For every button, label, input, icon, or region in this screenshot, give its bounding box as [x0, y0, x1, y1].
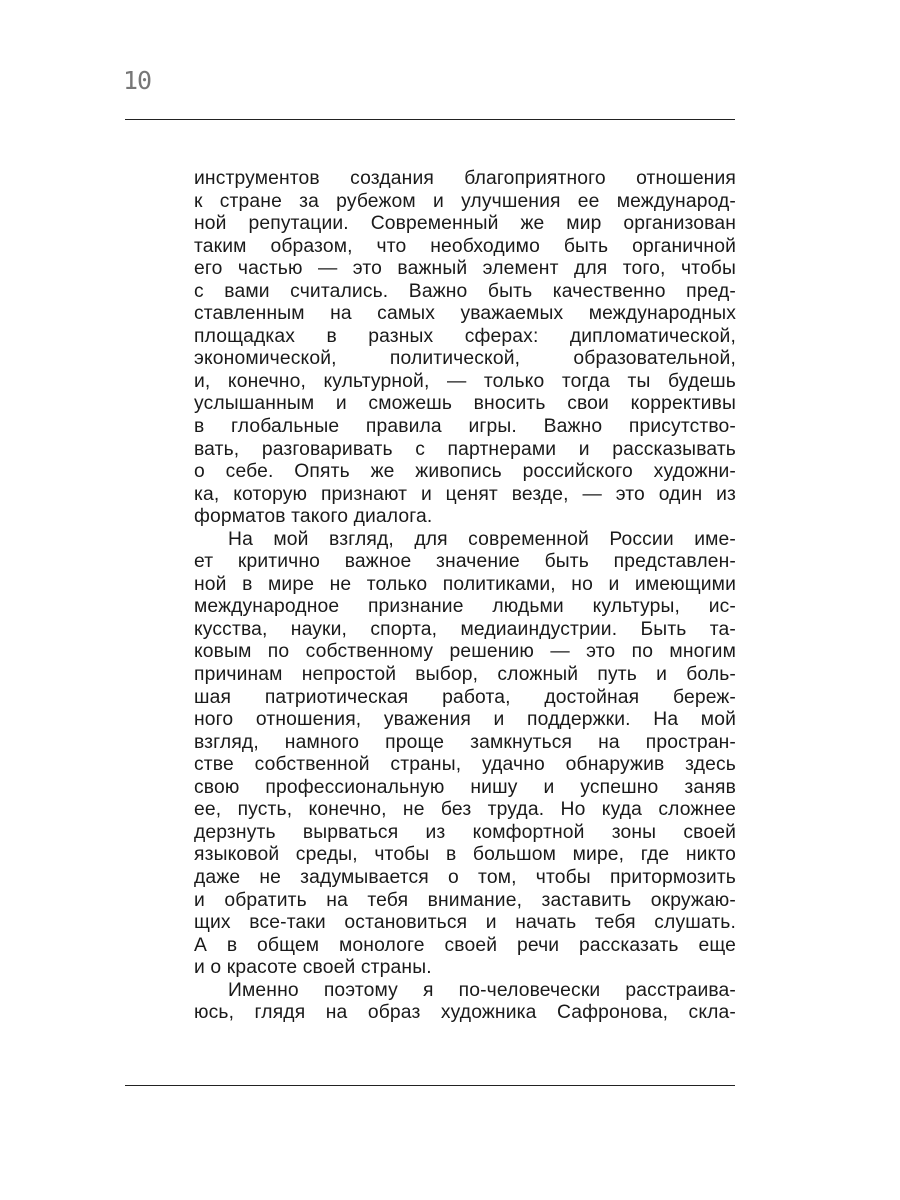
text-line: дерзнуть вырваться из комфортной зоны своей — [194, 821, 736, 843]
text-line: инструментов создания благоприятного отношения — [194, 168, 736, 189]
header-rule — [125, 119, 735, 120]
text-line: языковой среды, чтобы в большом мире, где никто — [194, 844, 736, 866]
text-line: экономической, политической, образовательной, — [194, 348, 736, 370]
text-line: услышанным и сможешь вносить свои коррективы — [194, 393, 736, 415]
text-line: А в общем монологе своей речи рассказать еще — [194, 934, 736, 956]
text-line: к стране за рубежом и улучшения ее международ- — [194, 190, 736, 212]
text-line: и обратить на тебя внимание, заставить окружаю- — [194, 889, 736, 911]
text-line: свою профессиональную нишу и успешно заняв — [194, 776, 736, 798]
body-text — [194, 168, 736, 1025]
text-line: форматов такого диалога. — [194, 506, 433, 528]
text-line: международное признание людьми культуры, ис- — [194, 596, 736, 618]
page-number: 10 — [123, 66, 152, 95]
text-line: юсь, глядя на образ художника Сафронова, скла- — [194, 1002, 736, 1024]
text-line: и о красоте своей страны. — [194, 957, 432, 979]
footer-rule — [125, 1085, 735, 1086]
text-line: ковым по собственному решению — это по многим — [194, 641, 736, 663]
text-line: ее, пусть, конечно, не без труда. Но куда сложнее — [194, 799, 736, 821]
text-line: и, конечно, культурной, — только тогда ты будешь — [194, 370, 736, 392]
text-line: в глобальные правила игры. Важно присутство- — [194, 416, 736, 438]
text-line: ной в мире не только политиками, но и имеющими — [194, 573, 736, 595]
text-line: ной репутации. Современный же мир организован — [194, 213, 736, 235]
text-line: вать, разговаривать с партнерами и рассказывать — [194, 438, 736, 460]
text-line: о себе. Опять же живопись российского художни- — [194, 461, 736, 483]
text-line: стве собственной страны, удачно обнаружив здесь — [194, 754, 736, 776]
text-line: даже не задумывается о том, чтобы притормозить — [194, 866, 736, 888]
text-line: с вами считались. Важно быть качественно пред- — [194, 280, 736, 302]
text-line: его частью — это важный элемент для того, чтобы — [194, 258, 736, 280]
text-line: ставленным на самых уважаемых международных — [194, 303, 736, 325]
text-line: таким образом, что необходимо быть органичной — [194, 235, 736, 257]
text-line: ет критично важное значение быть представлен- — [194, 551, 736, 573]
paragraph — [194, 168, 736, 529]
text-line: площадках в разных сферах: дипломатической, — [194, 325, 736, 347]
text-line: щих все-таки остановиться и начать тебя слушать. — [194, 912, 736, 934]
text-line: взгляд, намного проще замкнуться на простран- — [194, 731, 736, 753]
text-line: шая патриотическая работа, достойная береж- — [194, 686, 736, 708]
text-line: ного отношения, уважения и поддержки. На мой — [194, 709, 736, 731]
text-line: Именно поэтому я по-человечески расстраива- — [228, 979, 736, 1001]
text-line: ка, которую признают и ценят везде, — это один из — [194, 483, 736, 505]
paragraph — [194, 529, 736, 980]
text-line: кусства, науки, спорта, медиаиндустрии. Быть та- — [194, 618, 736, 640]
text-line: На мой взгляд, для современной России име- — [228, 528, 736, 550]
text-line: причинам непростой выбор, сложный путь и боль- — [194, 664, 736, 686]
paragraph — [194, 980, 736, 1025]
